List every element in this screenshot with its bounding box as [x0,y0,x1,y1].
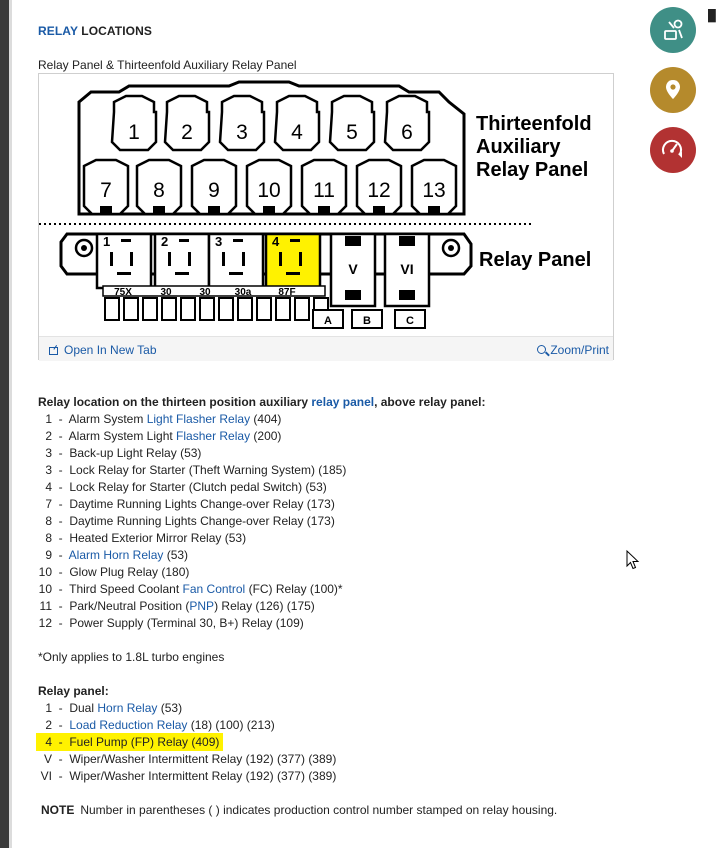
item-text: Park/Neutral Position ( [69,599,190,613]
slot-pin [130,252,133,266]
item-text-suffix: (200) [250,429,282,443]
open-in-new-tab-icon [49,347,58,355]
slot-pin [286,272,300,275]
list-item [38,700,336,717]
aux-intro-text-end: , above relay panel: [374,395,486,409]
slot-pin [110,252,113,266]
highlighted-item [36,733,223,751]
gauge-icon [650,127,696,173]
terminal-label: 30 [199,287,211,298]
slot-pin [168,252,171,266]
section-title-accent: RELAY [38,24,78,38]
fuse-label: B [363,315,371,327]
zoom-icon [537,345,546,354]
item-text: Back-up Light Relay (53) [69,446,202,460]
slot-pin [233,239,243,242]
list-item [38,445,346,462]
item-separator: - [52,616,70,630]
list-item [38,564,346,581]
slot-pin [399,290,415,300]
item-separator: - [52,480,70,494]
window-edge-border [9,0,12,848]
sidebar-gauge-button[interactable] [650,127,696,173]
figure-caption: Relay Panel & Thirteenfold Auxiliary Relay Panel [38,58,297,72]
fuse-holder [124,298,138,320]
slot-pin [229,272,243,275]
fuse-label: C [406,315,414,327]
item-text: Alarm System [68,412,147,426]
relay-slot-number: V [348,261,358,277]
relay-diagram[interactable] [39,74,613,336]
fuse-holder [295,298,309,320]
item-separator: - [52,531,70,545]
relay-socket-number: 8 [153,179,165,202]
mouse-cursor-icon [626,550,640,570]
item-link[interactable]: Load Reduction Relay [69,718,188,732]
slot-pin [179,239,189,242]
relay-socket-number: 10 [257,179,281,202]
list-item [38,547,346,564]
sidebar-location-button[interactable] [650,67,696,113]
list-item [38,598,346,615]
item-text: Lock Relay for Starter (Theft Warning System) (185) [69,463,347,477]
section-title [38,24,152,38]
relay-panel-list [38,700,336,785]
relay-diagram-figure [38,73,614,360]
item-number: 10 [38,582,52,596]
relay-socket-number: 7 [100,179,112,202]
sidebar-tools-button[interactable] [650,7,696,53]
slot-pin [222,252,225,266]
socket-latch [263,206,275,214]
terminal-label: 87F [278,287,296,298]
socket-latch [373,206,385,214]
item-separator: - [52,582,70,596]
item-separator: - [52,446,70,460]
relay-panel-title-label: Relay Panel [479,249,592,271]
item-number: V [43,752,52,766]
relay-socket-number: 11 [313,179,335,202]
relay-socket-number: 6 [401,121,413,144]
item-link[interactable]: PNP [189,599,215,613]
figure-footer [39,336,613,361]
item-text: Wiper/Washer Intermittent Relay (192) (377) (389) [69,769,337,783]
item-number: 4 [45,735,52,749]
relay-socket-number: 13 [422,179,446,202]
item-separator: - [52,514,70,528]
zoom-print-label: Zoom/Print [550,343,609,357]
item-separator: - [52,429,69,443]
socket-latch [208,206,220,214]
fuse-holder [238,298,252,320]
item-link[interactable]: Light Flasher Relay [146,412,251,426]
socket-latch [428,206,440,214]
item-number: 2 [45,429,52,443]
item-number: VI [40,769,52,783]
item-number: 10 [38,565,52,579]
item-text-suffix: (404) [250,412,282,426]
relay-slot-number: 4 [272,234,280,249]
item-number: 2 [45,718,52,732]
slot-pin [121,239,131,242]
list-item [38,496,346,513]
aux-intro-text: Relay location on the thirteen position auxiliary [38,395,312,409]
list-item [38,768,336,785]
fuse-holder [276,298,290,320]
item-text-suffix: (53) [163,548,189,562]
slot-pin [290,239,300,242]
fuse-holder [143,298,157,320]
list-item [38,411,346,428]
fuse-holder [219,298,233,320]
item-separator: - [52,463,70,477]
slot-pin [279,252,282,266]
item-text: Third Speed Coolant [69,582,183,596]
socket-latch [100,206,112,214]
item-separator: - [52,412,69,426]
fuse-holder [181,298,195,320]
fuse-label: A [324,315,332,327]
zoom-print-link[interactable] [537,343,609,357]
relay-panel-link[interactable]: relay panel [311,395,375,409]
tools-icon [650,7,696,53]
location-pin-icon [650,67,696,113]
note-label: NOTE [41,803,75,817]
item-text: Fuel Pump (FP) Relay (409) [69,735,220,749]
item-number: 7 [45,497,52,511]
item-separator: - [52,735,70,749]
relay-slot-number: VI [400,261,414,277]
list-item [38,615,346,632]
item-text: Alarm System Light [68,429,177,443]
aux-panel-intro [38,395,485,409]
slot-pin [242,252,245,266]
item-separator: - [52,718,70,732]
item-text: Wiper/Washer Intermittent Relay (192) (377) (389) [69,752,337,766]
item-link[interactable]: Fan Control [182,582,246,596]
relay-socket-number: 4 [291,121,303,144]
item-text-suffix: ) Relay (126) (175) [214,599,315,613]
item-number: 3 [45,463,52,477]
item-number: 1 [45,701,52,715]
slot-pin [345,236,361,246]
item-number: 4 [45,480,52,494]
list-item [38,751,336,768]
relay-socket-number: 5 [346,121,358,144]
item-number: 12 [38,616,52,630]
item-separator: - [52,565,70,579]
item-text: Heated Exterior Mirror Relay (53) [69,531,247,545]
relay-socket-number: 12 [367,179,391,202]
note-text: Number in parentheses ( ) indicates production control number stamped on relay housing. [80,803,558,817]
item-number: 11 [39,599,52,613]
list-item [38,462,346,479]
socket-latch [153,206,165,214]
list-item [38,513,346,530]
relay-panel-title: Relay panel: [38,684,109,698]
item-text: Lock Relay for Starter (Clutch pedal Switch) (53) [69,480,327,494]
terminal-label: 30 [160,287,172,298]
terminal-label: 30a [234,287,252,298]
relay-slot-number: 1 [103,234,111,249]
item-text-suffix: (FC) Relay (100)* [245,582,343,596]
item-separator: - [52,599,70,613]
slot-pin [299,252,302,266]
open-in-new-tab-label: Open In New Tab [64,343,157,357]
fuse-holder [200,298,214,320]
list-item [38,717,336,734]
aux-panel-title: Auxiliary [476,136,561,158]
item-separator: - [52,548,69,562]
relay-slot-number: 2 [161,234,169,249]
slot-pin [117,272,131,275]
item-separator: - [52,701,70,715]
turbo-footnote: *Only applies to 1.8L turbo engines [38,650,225,664]
item-number: 8 [45,514,52,528]
list-item [38,530,346,547]
relay-socket-number: 1 [128,121,140,144]
item-text: Power Supply (Terminal 30, B+) Relay (109) [69,616,304,630]
production-note [41,803,557,817]
mount-hole-center [448,245,454,251]
terminal-label: 75X [114,287,132,298]
fuse-holder [257,298,271,320]
item-number: 1 [45,412,52,426]
item-link[interactable]: Horn Relay [97,701,158,715]
item-link[interactable]: Alarm Horn Relay [68,548,164,562]
aux-panel-title: Thirteenfold [476,113,592,135]
item-number: 8 [45,531,52,545]
open-in-new-tab-link[interactable] [49,343,157,357]
section-title-rest: LOCATIONS [77,24,152,38]
window-edge [0,0,9,848]
slot-pin [175,272,189,275]
item-number: 9 [45,548,52,562]
item-number: 3 [45,446,52,460]
list-item [38,734,336,751]
item-text-suffix: (53) [157,701,183,715]
slot-pin [188,252,191,266]
aux-panel-title: Relay Panel [476,159,589,181]
item-text: Daytime Running Lights Change-over Relay (173) [69,514,335,528]
item-text: Daytime Running Lights Change-over Relay (173) [69,497,335,511]
item-separator: - [52,769,70,783]
list-item [38,479,346,496]
item-separator: - [52,752,70,766]
item-link[interactable]: Flasher Relay [176,429,251,443]
fuse-holder [162,298,176,320]
mount-hole-center [81,245,87,251]
relay-socket-number: 3 [236,121,248,144]
fuse-holder [105,298,119,320]
relay-slot-number: 3 [215,234,223,249]
list-item [38,428,346,445]
slot-pin [345,290,361,300]
item-separator: - [52,497,70,511]
slot-pin [399,236,415,246]
sidebar-label-fragment: █ [708,10,716,22]
socket-latch [318,206,330,214]
item-text: Glow Plug Relay (180) [69,565,190,579]
item-text-suffix: (18) (100) (213) [187,718,275,732]
aux-relay-list [38,411,346,632]
relay-socket-number: 2 [181,121,193,144]
item-text: Dual [69,701,98,715]
list-item [38,581,346,598]
relay-socket-number: 9 [208,179,220,202]
